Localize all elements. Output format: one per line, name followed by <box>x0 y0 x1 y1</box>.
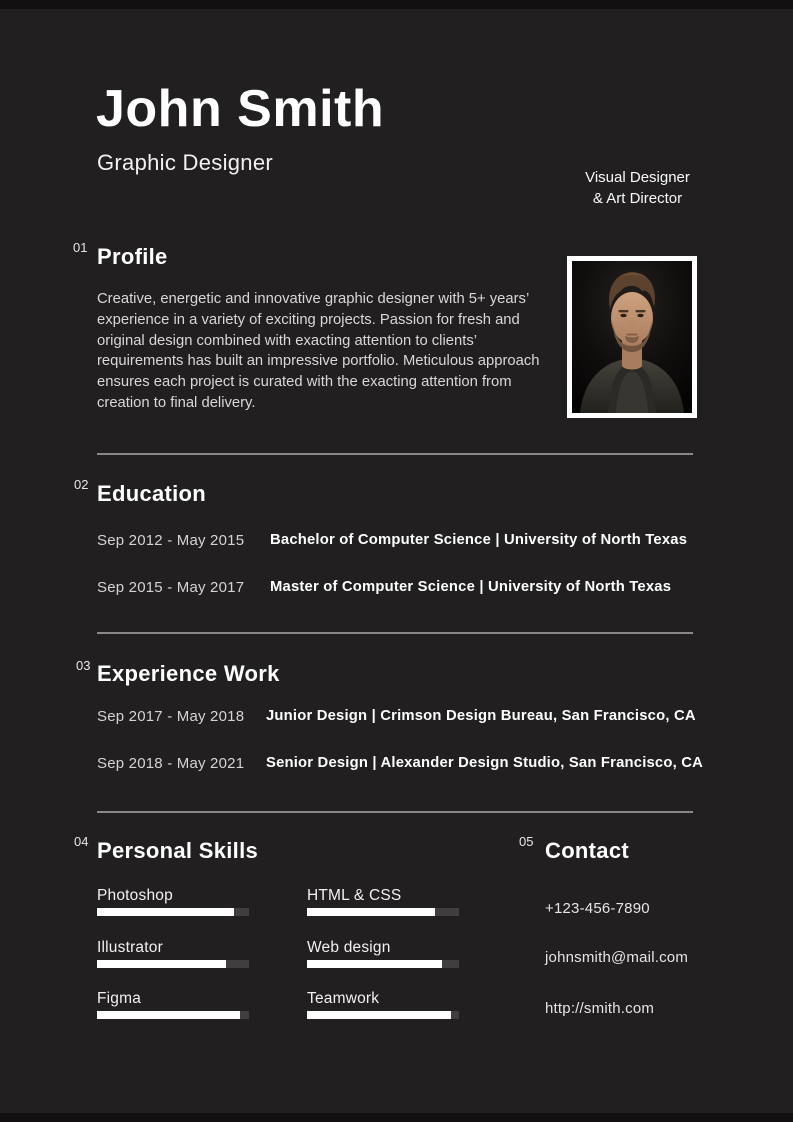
education-dates: Sep 2015 - May 2017 <box>97 579 245 596</box>
section-number-contact: 05 <box>519 834 534 849</box>
section-heading-education: Education <box>97 481 207 506</box>
skill-progress-fill <box>307 908 435 916</box>
education-dates: Sep 2012 - May 2015 <box>97 532 245 549</box>
header-tagline <box>555 167 720 209</box>
section-number-profile: 01 <box>73 240 88 255</box>
section-number-skills: 04 <box>74 834 89 849</box>
section-divider <box>97 811 693 813</box>
section-divider <box>97 632 693 634</box>
skill-progress-fill <box>97 908 234 916</box>
skill-progress-bar <box>97 1011 249 1019</box>
section-heading-profile: Profile <box>97 244 168 269</box>
section-heading-contact: Contact <box>545 838 629 863</box>
page-top-edge <box>0 0 793 9</box>
section-number-experience: 03 <box>76 658 91 673</box>
section-heading-experience: Experience Work <box>97 661 280 686</box>
skill-label: Photoshop <box>97 887 173 904</box>
experience-description: Senior Design | Alexander Design Studio, San Francisco, CA <box>266 755 703 771</box>
education-description: Bachelor of Computer Science | University of North Texas <box>270 532 688 548</box>
experience-dates: Sep 2018 - May 2021 <box>97 755 245 772</box>
skill-progress-bar <box>307 908 459 916</box>
section-heading-skills: Personal Skills <box>97 838 259 863</box>
contact-email: johnsmith@mail.com <box>545 949 689 966</box>
skill-progress-bar <box>307 1011 459 1019</box>
contact-phone: +123-456-7890 <box>545 900 650 917</box>
education-description: Master of Computer Science | University of North Texas <box>270 579 672 595</box>
skill-progress-fill <box>307 960 442 968</box>
skill-progress-bar <box>307 960 459 968</box>
experience-dates: Sep 2017 - May 2018 <box>97 708 245 725</box>
skill-label: Teamwork <box>307 990 380 1007</box>
person-name: John Smith <box>96 80 385 138</box>
page-bottom-edge <box>0 1113 793 1122</box>
contact-website: http://smith.com <box>545 1000 655 1017</box>
skill-label: Web design <box>307 939 391 956</box>
skill-label: Illustrator <box>97 939 163 956</box>
skill-progress-bar <box>97 908 249 916</box>
skill-progress-bar <box>97 960 249 968</box>
skill-progress-fill <box>97 1011 240 1019</box>
skill-label: HTML & CSS <box>307 887 402 904</box>
section-divider <box>97 453 693 455</box>
tagline-line-1: Visual Designer <box>585 169 690 186</box>
experience-description: Junior Design | Crimson Design Bureau, San Francisco, CA <box>266 708 696 724</box>
person-job-title: Graphic Designer <box>97 150 273 175</box>
portrait-illustration <box>572 261 692 413</box>
profile-summary-text: Creative, energetic and innovative graphic designer with 5+ years’ experience in a variety of exciting projects. Passion for fresh and original design combined with exacting attention to clients’ requirements has built an impressive portfolio. Meticulous approach ensures each project is curated with the exacting attention from creation to final delivery. <box>97 291 540 411</box>
tagline-line-2: & Art Director <box>592 190 683 207</box>
section-number-education: 02 <box>74 477 89 492</box>
skill-progress-fill <box>97 960 226 968</box>
skill-label: Figma <box>97 990 142 1007</box>
skill-progress-fill <box>307 1011 451 1019</box>
profile-photo <box>567 256 697 418</box>
